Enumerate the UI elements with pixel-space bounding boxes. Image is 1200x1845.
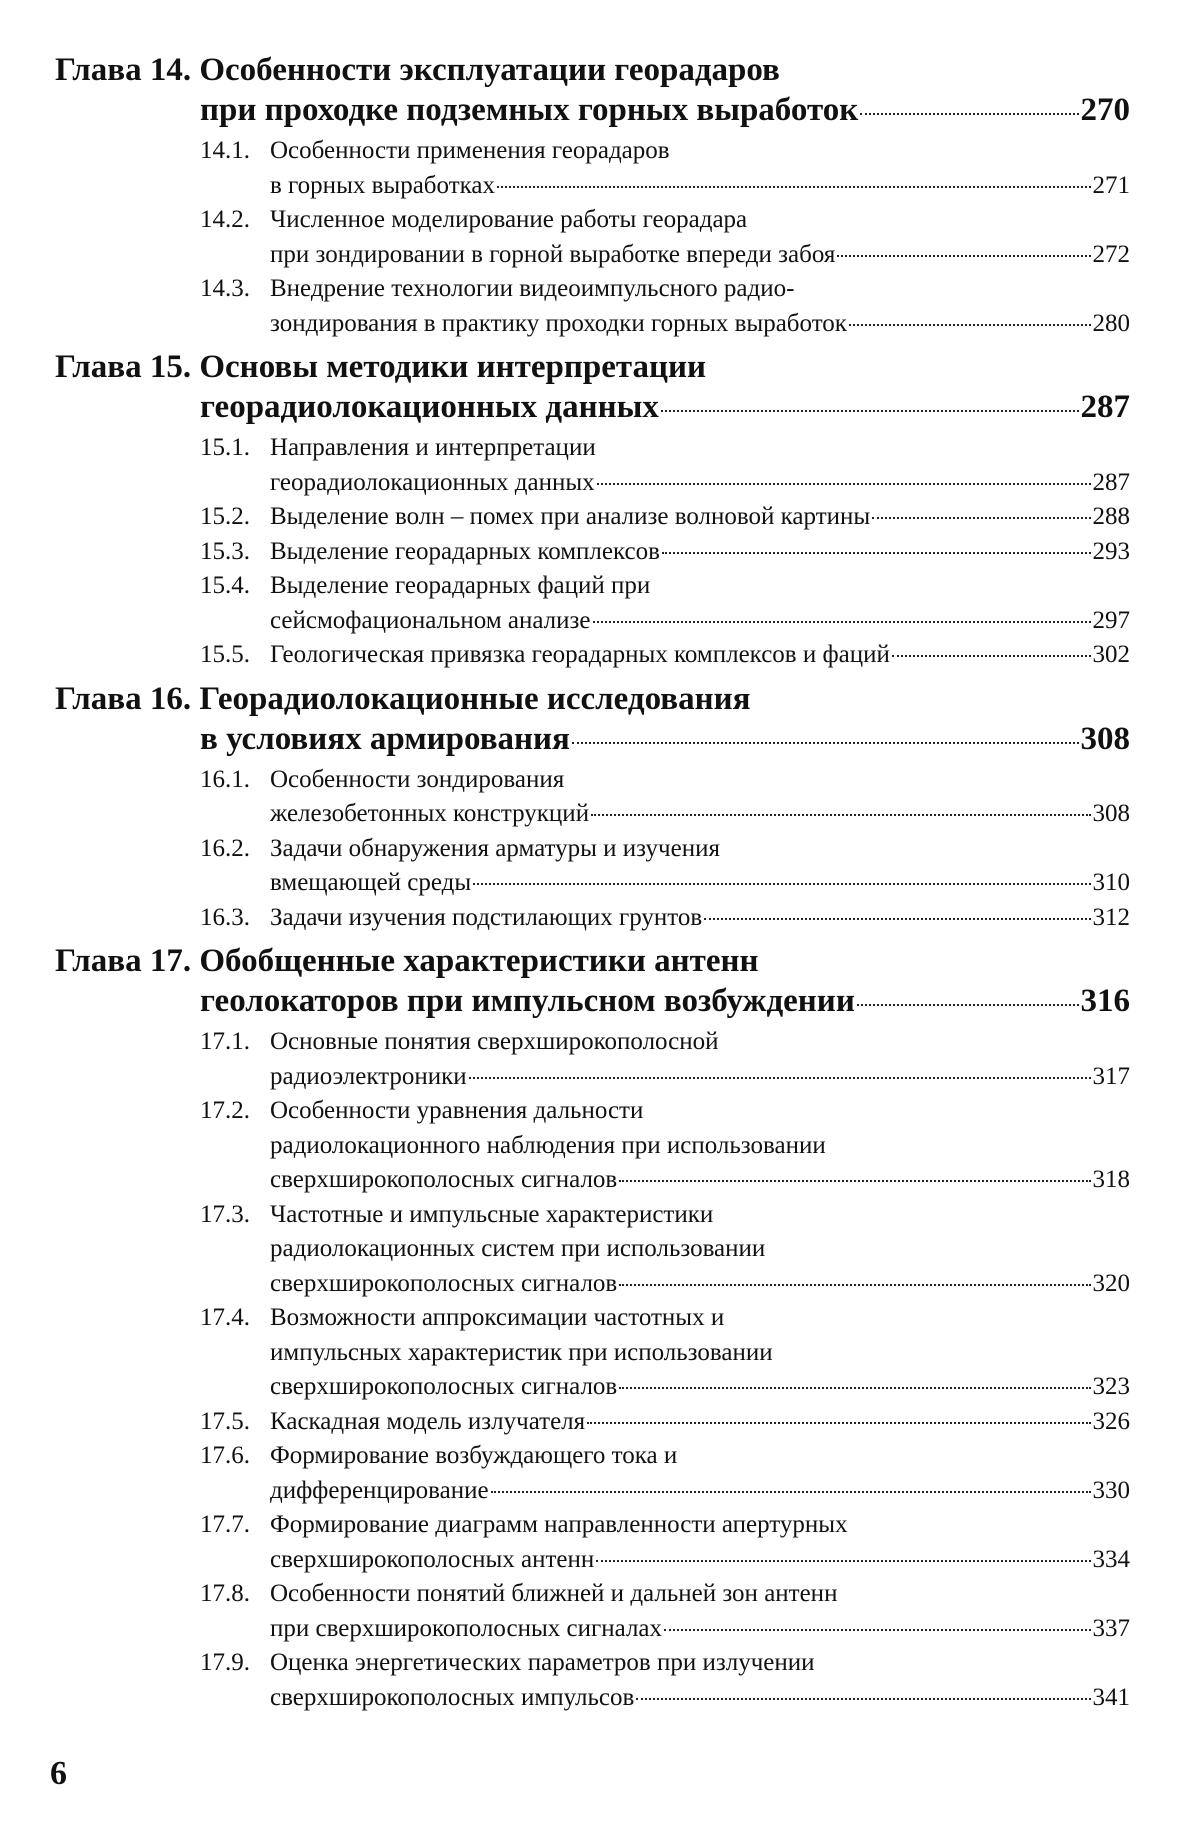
section-row: [200, 763, 1130, 832]
section-page-number: 308: [1092, 800, 1130, 827]
section-line: [270, 1336, 1130, 1371]
dot-leader: [591, 814, 1090, 816]
section-line: [270, 797, 1130, 832]
section-number: 17.9.: [200, 1649, 250, 1676]
section-page-number: 271: [1092, 171, 1130, 199]
dot-leader: [491, 1491, 1091, 1493]
section-number: 17.8.: [200, 1580, 250, 1607]
section-row: [200, 203, 1130, 272]
section-number: 15.2.: [200, 503, 250, 530]
section-title-text: Формирование возбуждающего тока и: [270, 1442, 678, 1469]
dot-leader: [473, 883, 1090, 885]
dot-leader: [892, 655, 1091, 657]
dot-leader: [860, 113, 1078, 115]
section-line: [270, 569, 1130, 604]
section-title-text: Возможности аппроксимации частотных и: [270, 1304, 725, 1331]
section-number: 14.1.: [200, 137, 250, 164]
section-line: [270, 169, 1130, 204]
section-line: [270, 1267, 1130, 1302]
section-page-number: 272: [1092, 240, 1130, 268]
dot-leader: [704, 918, 1090, 920]
page-number: 6: [50, 1755, 67, 1792]
dot-leader: [587, 1422, 1090, 1424]
chapter-title-line: Глава 16. Георадиолокационные исследования: [55, 680, 751, 717]
section-line: [270, 1232, 1130, 1267]
section-page-number: 312: [1092, 903, 1130, 931]
section-text: [270, 1439, 1130, 1508]
section-title-text: сейсмофациональном анализе: [270, 606, 591, 634]
section-entry[interactable]: [200, 535, 1130, 570]
section-text: [270, 638, 1130, 673]
section-row: [200, 1577, 1130, 1646]
section-title-text: вмещающей среды: [270, 869, 472, 896]
section-number: 15.3.: [200, 537, 250, 565]
section-text: [270, 1301, 1130, 1405]
section-number: 17.1.: [200, 1028, 250, 1055]
section-page-number: 317: [1092, 1062, 1130, 1090]
section-entry[interactable]: [200, 1646, 1130, 1715]
chapter-title-line: [200, 387, 1130, 427]
section-page-number: 337: [1092, 1614, 1130, 1642]
section-entry[interactable]: [200, 1405, 1130, 1440]
dot-leader: [619, 1284, 1090, 1286]
section-number: 14.2.: [200, 206, 250, 233]
section-row: [200, 431, 1130, 500]
section-title-text: Геологическая привязка георадарных комплексов и фаций: [270, 641, 890, 668]
section-title-text: железобетонных конструкций: [270, 800, 590, 827]
section-line: [270, 1646, 1130, 1681]
dot-leader: [662, 552, 1091, 554]
section-row: [200, 272, 1130, 341]
section-entry[interactable]: [200, 832, 1130, 901]
dot-leader: [572, 742, 1079, 744]
section-row: [200, 569, 1130, 638]
section-row: [200, 500, 1130, 535]
section-text: [270, 569, 1130, 638]
section-text: [270, 901, 1130, 936]
section-line: [270, 1474, 1130, 1509]
dot-leader: [857, 1004, 1079, 1006]
section-text: [270, 1198, 1130, 1302]
chapter-entry[interactable]: [55, 679, 1130, 936]
section-title-text: радиолокационного наблюдения при использовании: [270, 1131, 826, 1159]
section-page-number: 280: [1092, 309, 1130, 337]
chapter-title-text: при проходке подземных горных выработок: [200, 92, 859, 128]
chapter-page-number: 270: [1080, 92, 1130, 128]
section-title-text: Выделение волн – помех при анализе волновой картины: [270, 503, 871, 530]
section-line: [270, 1198, 1130, 1233]
section-text: [270, 1025, 1130, 1094]
section-line: [270, 134, 1130, 169]
dot-leader: [497, 186, 1091, 188]
dot-leader: [849, 324, 1091, 326]
section-title-text: Особенности применения георадаров: [270, 137, 670, 164]
section-entry[interactable]: [200, 901, 1130, 936]
section-number: 17.6.: [200, 1442, 250, 1469]
section-number: 17.2.: [200, 1097, 250, 1124]
chapter-title-text: в условиях армирования: [200, 720, 570, 757]
dot-leader: [597, 483, 1091, 485]
section-title-text: Особенности зондирования: [270, 765, 565, 793]
dot-leader: [872, 517, 1090, 519]
section-line: [270, 1129, 1130, 1164]
section-line: [270, 535, 1130, 570]
section-title-text: Особенности уравнения дальности: [270, 1097, 644, 1124]
section-title-text: Выделение георадарных комплексов: [270, 537, 660, 565]
section-line: [270, 1439, 1130, 1474]
section-title-text: Основные понятия сверхширокополосной: [270, 1028, 719, 1055]
section-entry[interactable]: [200, 1025, 1130, 1094]
section-line: [270, 866, 1130, 901]
section-text: [270, 1577, 1130, 1646]
section-row: [200, 1405, 1130, 1440]
section-row: [200, 1025, 1130, 1094]
section-row: [200, 1094, 1130, 1198]
section-entry[interactable]: [200, 1508, 1130, 1577]
section-entry[interactable]: [200, 1301, 1130, 1405]
chapter-title-line: Глава 15. Основы методики интерпретации: [55, 349, 707, 385]
section-title-text: сверхширокополосных импульсов: [270, 1683, 635, 1711]
section-row: [200, 1508, 1130, 1577]
section-title-text: Направления и интерпретации: [270, 434, 596, 461]
section-text: [270, 203, 1130, 272]
section-title-text: зондирования в практику проходки горных выработок: [270, 309, 847, 337]
section-title-text: сверхширокополосных сигналов: [270, 1166, 618, 1193]
section-page-number: 318: [1092, 1166, 1130, 1193]
section-text: [270, 1646, 1130, 1715]
section-title-text: Каскадная модель излучателя: [270, 1407, 586, 1435]
section-title-text: Численное моделирование работы георадара: [270, 206, 748, 233]
dot-leader: [619, 1387, 1090, 1389]
section-number: 15.5.: [200, 641, 250, 668]
dot-leader: [596, 1560, 1090, 1562]
section-title-text: Задачи изучения подстилающих грунтов: [270, 903, 703, 931]
section-line: [270, 500, 1130, 535]
section-row: [200, 638, 1130, 673]
section-number: 16.1.: [200, 765, 250, 793]
chapter-page-number: 308: [1080, 720, 1130, 757]
section-text: [270, 535, 1130, 570]
section-line: [270, 1577, 1130, 1612]
section-number: 16.2.: [200, 834, 250, 862]
section-title-text: сверхширокополосных сигналов: [270, 1373, 618, 1400]
section-row: [200, 535, 1130, 570]
section-page-number: 341: [1092, 1683, 1130, 1711]
section-title-text: дифференцирование: [270, 1476, 489, 1504]
section-page-number: 334: [1092, 1545, 1130, 1573]
section-line: [270, 1612, 1130, 1647]
section-line: [270, 1163, 1130, 1198]
section-text: [270, 134, 1130, 203]
section-title-text: при сверхширокополосных сигналах: [270, 1614, 663, 1642]
section-line: [270, 901, 1130, 936]
section-number: 15.4.: [200, 572, 250, 599]
section-title-text: Формирование диаграмм направленности апертурных: [270, 1511, 848, 1538]
section-line: [270, 1405, 1130, 1440]
section-page-number: 288: [1092, 503, 1130, 530]
section-row: [200, 832, 1130, 901]
section-text: [270, 1405, 1130, 1440]
section-line: [270, 604, 1130, 639]
section-title-text: сверхширокополосных сигналов: [270, 1269, 618, 1297]
section-line: [270, 1508, 1130, 1543]
section-title-text: сверхширокополосных антенн: [270, 1545, 595, 1573]
section-title-text: в горных выработках: [270, 171, 495, 199]
section-row: [200, 1646, 1130, 1715]
section-page-number: 297: [1092, 606, 1130, 634]
section-line: [270, 1301, 1130, 1336]
section-line: [270, 1370, 1130, 1405]
section-page-number: 293: [1092, 537, 1130, 565]
section-line: [270, 466, 1130, 501]
section-line: [270, 431, 1130, 466]
section-line: [270, 1060, 1130, 1095]
chapter-page-number: 316: [1080, 983, 1130, 1019]
section-title-text: радиолокационных систем при использовании: [270, 1235, 766, 1262]
section-entry[interactable]: [200, 1094, 1130, 1198]
section-text: [270, 1508, 1130, 1577]
section-page-number: 323: [1092, 1373, 1130, 1400]
section-number: 16.3.: [200, 903, 250, 931]
section-entry[interactable]: [200, 431, 1130, 500]
section-row: [200, 901, 1130, 936]
section-title-text: Особенности понятий ближней и дальней зон антенн: [270, 1580, 838, 1607]
chapter-entry[interactable]: [55, 347, 1130, 673]
section-page-number: 287: [1092, 468, 1130, 496]
section-line: [270, 1025, 1130, 1060]
section-title-text: Задачи обнаружения арматуры и изучения: [270, 834, 720, 862]
section-number: 15.1.: [200, 434, 250, 461]
chapter-title-line: [200, 719, 1130, 759]
section-line: [270, 1094, 1130, 1129]
section-number: 14.3.: [200, 275, 250, 302]
chapter-entry[interactable]: [55, 50, 1130, 341]
section-line: [270, 832, 1130, 867]
section-line: [270, 1681, 1130, 1716]
dot-leader: [837, 255, 1090, 257]
section-entry[interactable]: [200, 272, 1130, 341]
section-row: [200, 1198, 1130, 1302]
section-number: 17.7.: [200, 1511, 250, 1538]
dot-leader: [664, 1629, 1090, 1631]
dot-leader: [636, 1698, 1090, 1700]
section-row: [200, 134, 1130, 203]
section-title-text: при зондировании в горной выработке впереди забоя: [270, 240, 836, 268]
section-text: [270, 763, 1130, 832]
section-text: [270, 832, 1130, 901]
section-title-text: георадиолокационных данных: [270, 468, 595, 496]
section-line: [270, 638, 1130, 673]
chapter-entry[interactable]: [55, 941, 1130, 1715]
section-title-text: Внедрение технологии видеоимпульсного радио-: [270, 275, 795, 302]
section-text: [270, 272, 1130, 341]
section-entry[interactable]: [200, 763, 1130, 832]
section-entry[interactable]: [200, 569, 1130, 638]
section-title-text: радиоэлектроники: [270, 1062, 467, 1090]
dot-leader: [469, 1077, 1091, 1079]
chapter-title-text: георадиолокационных данных: [200, 389, 659, 425]
section-text: [270, 1094, 1130, 1198]
section-page-number: 302: [1092, 641, 1130, 668]
section-entry[interactable]: [200, 203, 1130, 272]
table-of-contents: [55, 50, 1130, 1715]
dot-leader: [593, 621, 1091, 623]
section-title-text: Оценка энергетических параметров при излучении: [270, 1649, 815, 1676]
section-page-number: 330: [1092, 1476, 1130, 1504]
section-title-text: импульсных характеристик при использовании: [270, 1338, 773, 1366]
section-entry[interactable]: [200, 638, 1130, 673]
section-line: [270, 1543, 1130, 1578]
chapter-page-number: 287: [1080, 389, 1130, 425]
section-text: [270, 431, 1130, 500]
section-line: [270, 307, 1130, 342]
dot-leader: [619, 1180, 1090, 1182]
section-line: [270, 272, 1130, 307]
section-line: [270, 763, 1130, 798]
section-page-number: 310: [1092, 869, 1130, 896]
section-row: [200, 1301, 1130, 1405]
chapter-title-line: Глава 17. Обобщенные характеристики антенн: [55, 943, 759, 979]
section-number: 17.5.: [200, 1407, 250, 1435]
section-page-number: 320: [1092, 1269, 1130, 1297]
section-entry[interactable]: [200, 134, 1130, 203]
chapter-title-text: геолокаторов при импульсном возбуждении: [200, 983, 855, 1019]
chapter-title-line: [200, 981, 1130, 1021]
section-line: [270, 238, 1130, 273]
section-page-number: 326: [1092, 1407, 1130, 1435]
section-number: 17.4.: [200, 1304, 250, 1331]
chapter-title-line: [200, 90, 1130, 130]
dot-leader: [661, 410, 1079, 412]
section-entry[interactable]: [200, 500, 1130, 535]
chapter-title-line: Глава 14. Особенности эксплуатации георадаров: [55, 52, 780, 88]
section-line: [270, 203, 1130, 238]
section-number: 17.3.: [200, 1200, 250, 1228]
section-text: [270, 500, 1130, 535]
section-entry[interactable]: [200, 1439, 1130, 1508]
section-entry[interactable]: [200, 1198, 1130, 1302]
section-title-text: Частотные и импульсные характеристики: [270, 1200, 714, 1228]
section-entry[interactable]: [200, 1577, 1130, 1646]
section-title-text: Выделение георадарных фаций при: [270, 572, 651, 599]
section-row: [200, 1439, 1130, 1508]
